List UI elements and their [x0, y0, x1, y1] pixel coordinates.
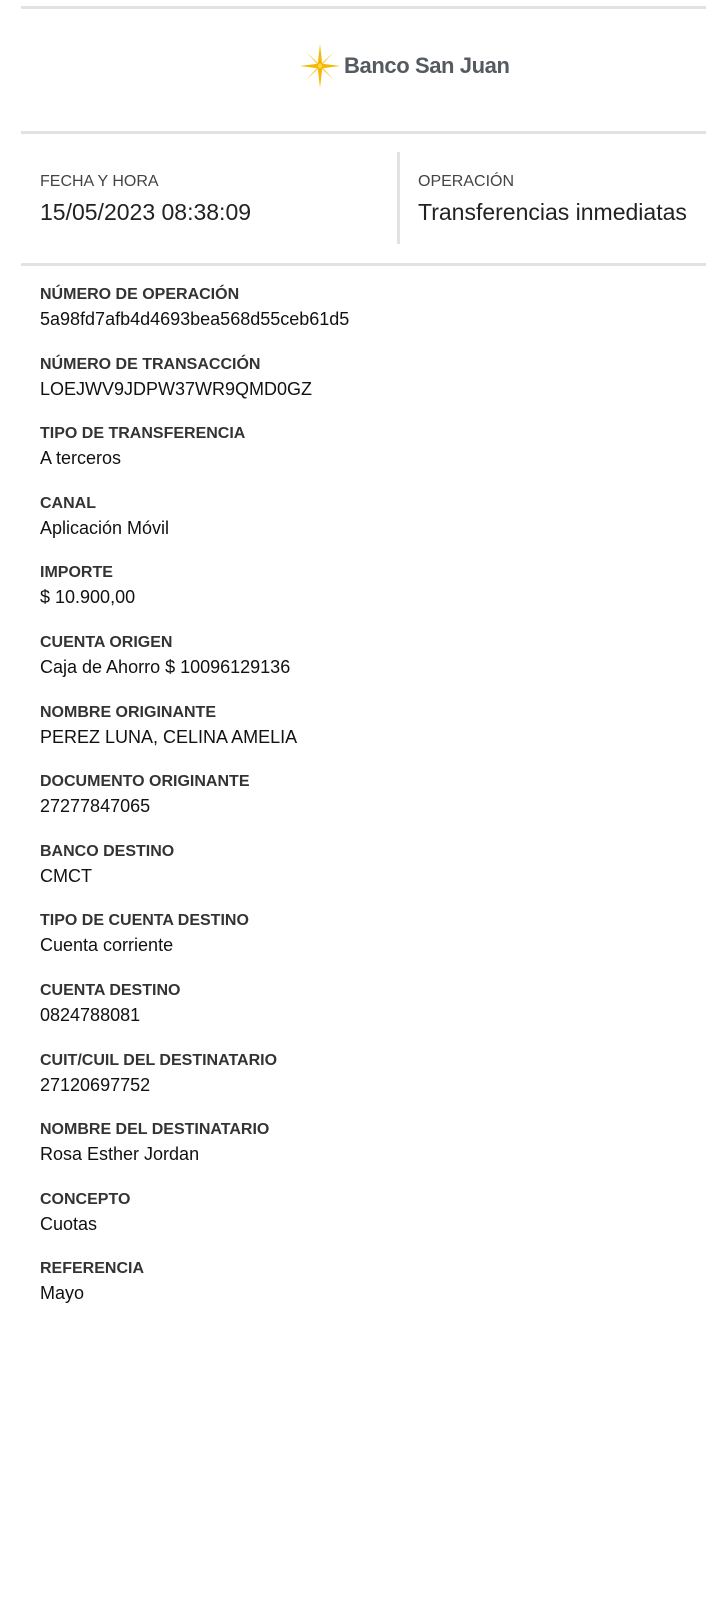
brand-name: Banco San Juan [344, 53, 510, 78]
field-label: CUENTA DESTINO [40, 981, 181, 999]
operation-block [418, 152, 718, 244]
field-destination-account [40, 980, 700, 1050]
details-list [40, 284, 700, 1328]
compass-star-icon [298, 42, 342, 90]
operation-value: Transferencias inmediatas [418, 199, 687, 225]
field-transaction-number [40, 354, 700, 424]
field-label: CUENTA ORIGEN [40, 633, 173, 651]
field-label: BANCO DESTINO [40, 842, 175, 860]
field-concept [40, 1189, 700, 1259]
field-value: LOEJWV9JDPW37WR9QMD0GZ [40, 378, 313, 399]
date-label: FECHA Y HORA [40, 173, 159, 190]
field-source-account [40, 632, 700, 702]
field-value: 27120697752 [40, 1074, 151, 1095]
field-recipient-name [40, 1119, 700, 1189]
field-label: IMPORTE [40, 564, 113, 582]
field-recipient-cuit [40, 1050, 700, 1120]
field-label: NOMBRE DEL DESTINATARIO [40, 1121, 270, 1139]
field-value: Aplicación Móvil [40, 517, 170, 538]
field-value: A terceros [40, 448, 122, 469]
field-value: 27277847065 [40, 796, 151, 817]
field-label: NÚMERO DE OPERACIÓN [40, 286, 240, 303]
date-block [40, 152, 395, 244]
field-transfer-type [40, 423, 700, 493]
field-value: $ 10.900,00 [40, 587, 136, 608]
field-label: TIPO DE CUENTA DESTINO [40, 912, 249, 930]
field-label: DOCUMENTO ORIGINANTE [40, 773, 250, 791]
field-label: TIPO DE TRANSFERENCIA [40, 425, 246, 443]
summary-header [21, 152, 706, 244]
top-divider [21, 6, 706, 9]
field-label: CANAL [40, 494, 96, 512]
field-reference [40, 1258, 700, 1328]
field-amount [40, 562, 700, 632]
field-value: Rosa Esther Jordan [40, 1144, 200, 1165]
date-value: 15/05/2023 08:38:09 [40, 199, 252, 225]
field-label: CUIT/CUIL DEL DESTINATARIO [40, 1051, 278, 1069]
field-originator-document [40, 771, 700, 841]
operation-label: OPERACIÓN [418, 173, 515, 190]
field-destination-account-type [40, 910, 700, 980]
field-channel [40, 493, 700, 563]
field-label: REFERENCIA [40, 1260, 145, 1278]
field-label: NOMBRE ORIGINANTE [40, 703, 216, 721]
vertical-divider [397, 152, 400, 244]
details-divider [21, 263, 706, 266]
field-value: Caja de Ahorro $ 10096129136 [40, 656, 291, 677]
field-value: CMCT [40, 865, 92, 886]
field-destination-bank [40, 841, 700, 911]
field-label: NÚMERO DE TRANSACCIÓN [40, 355, 261, 373]
field-value: 0824788081 [40, 1004, 141, 1025]
field-value: Mayo [40, 1283, 85, 1304]
field-value: Cuotas [40, 1213, 98, 1234]
field-value: Cuenta corriente [40, 935, 174, 956]
bank-logo [298, 42, 510, 90]
field-label: CONCEPTO [40, 1190, 131, 1208]
field-value: 5a98fd7afb4d4693bea568d55ceb61d5 [40, 309, 350, 329]
field-operation-number [40, 284, 700, 354]
field-value: PEREZ LUNA, CELINA AMELIA [40, 726, 298, 747]
header-divider [21, 131, 706, 134]
field-originator-name [40, 702, 700, 772]
